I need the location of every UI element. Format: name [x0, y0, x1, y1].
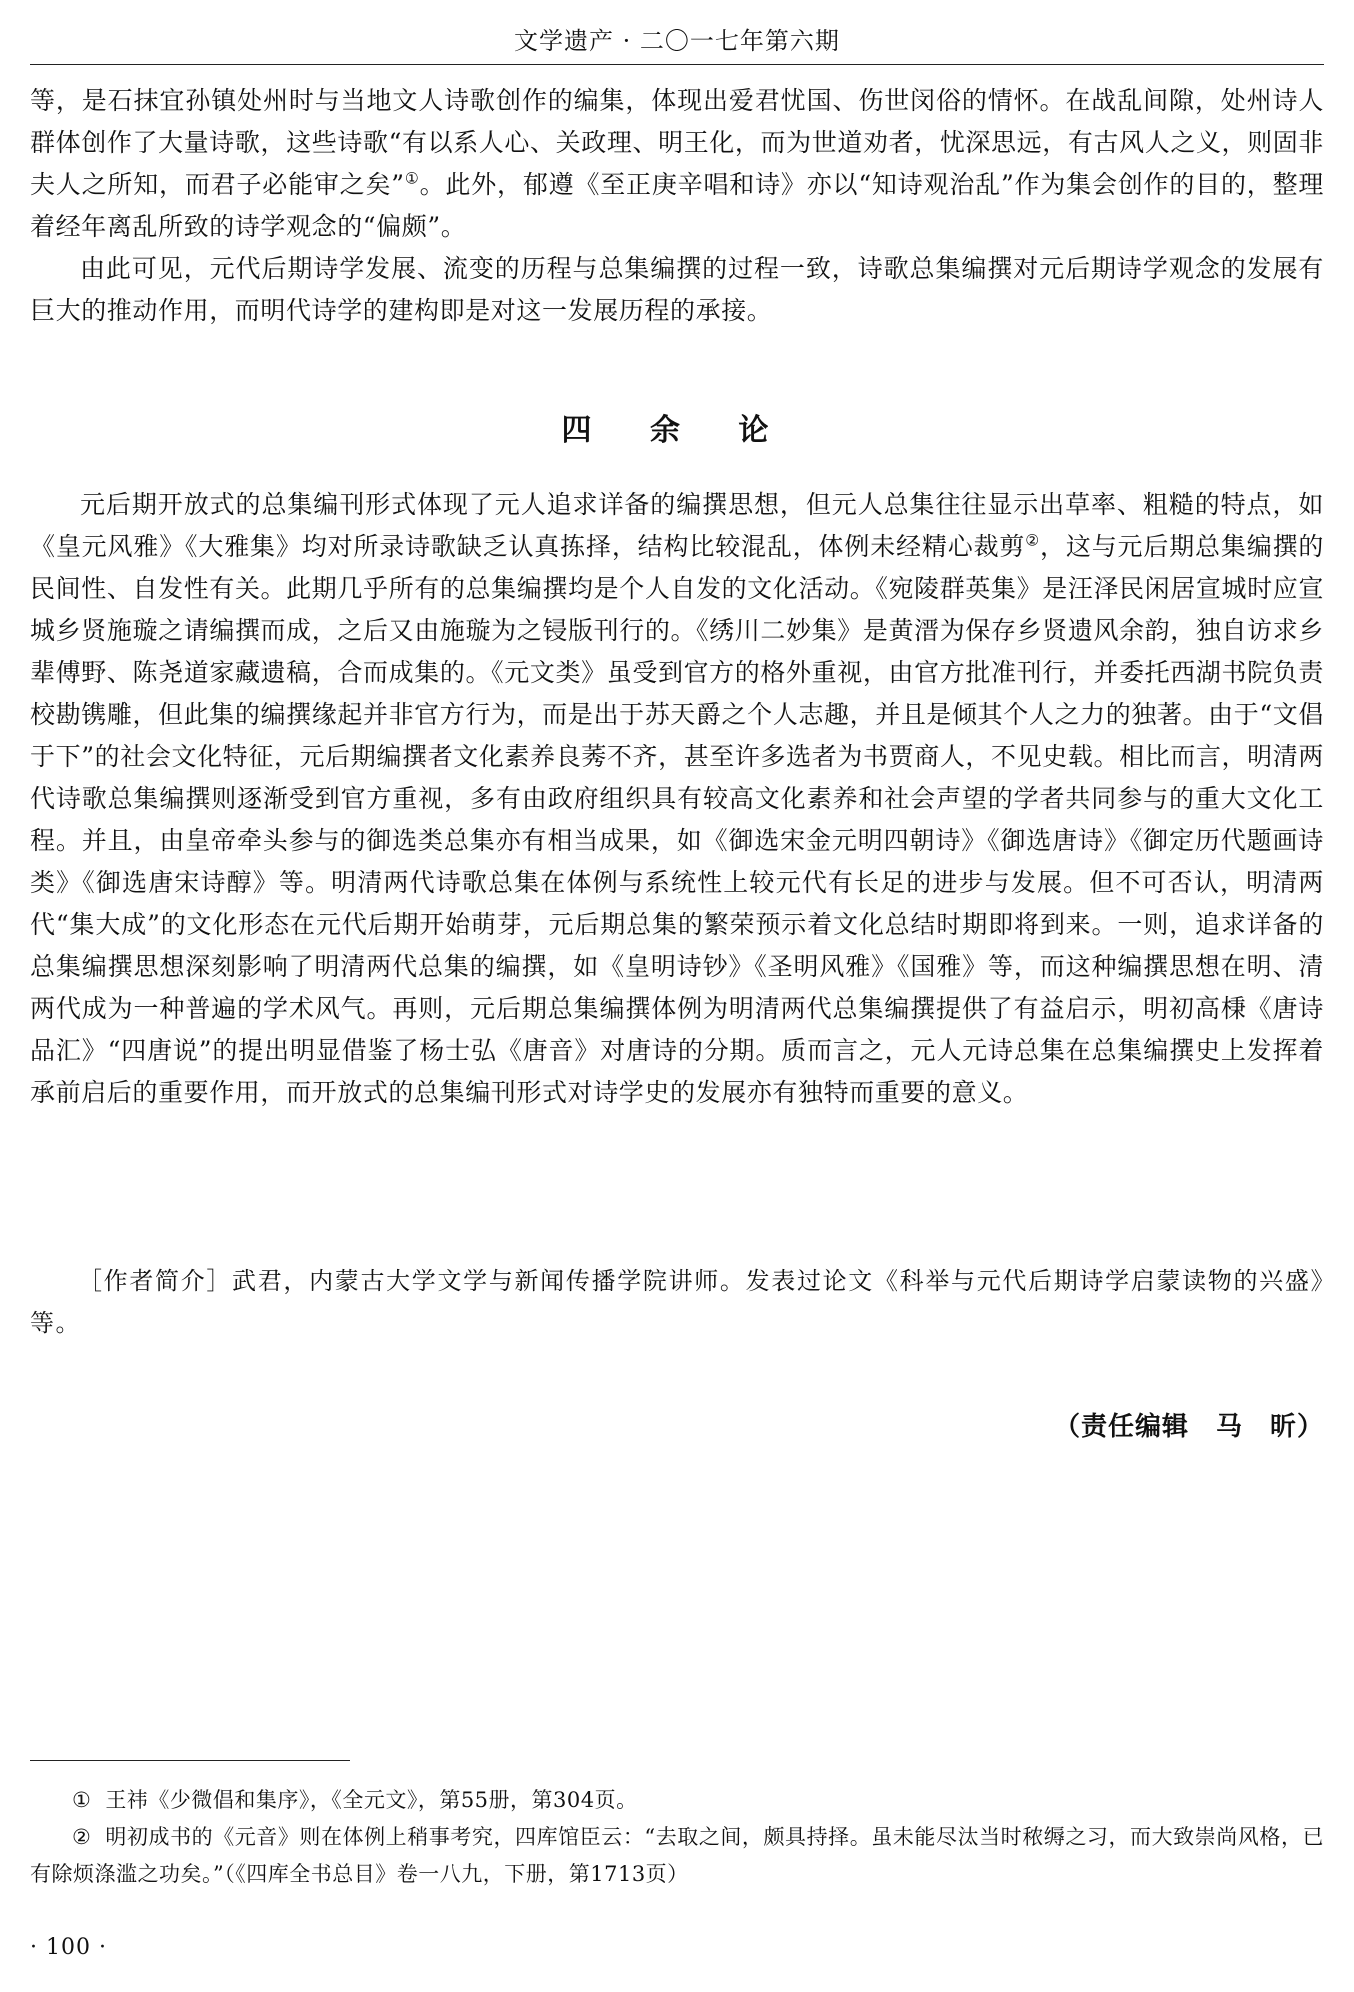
- section-heading: 四 余 论: [561, 413, 793, 448]
- intro-paragraphs: [30, 80, 1324, 332]
- section-paragraph-1-text-after: ，这与元后期总集编撰的民间性、自发性有关。此期几乎所有的总集编撰均是个人自发的文化活动。《宛陵群英集》是汪泽民闲居宣城时应宣城乡贤施璇之请编撰而成，之后又由施璇为之锓版刊行的。《绣川二妙集》是黄溍为保存乡贤遗风余韵，独自访求乡辈傅野、陈尧道家藏遗稿，合而成集的。《元文类》虽受到官方的格外重视，由官方批准刊行，并委托西湖书院负责校勘镌雕，但此集的编撰缘起并非官方行为，而是出于苏天爵之个人志趣，并且是倾其个人之力的独著。由于“文倡于下”的社会文化特征，元后期编撰者文化素养良莠不齐，甚至许多选者为书贾商人，不见史载。相比而言，明清两代诗歌总集编撰则逐渐受到官方重视，多有由政府组织具有较高文化素养和社会声望的学者共同参与的重大文化工程。并且，由皇帝牵头参与的御选类总集亦有相当成果，如《御选宋金元明四朝诗》《御选唐诗》《御定历代题画诗类》《御选唐宋诗醇》等。明清两代诗歌总集在体例与系统性上较元代有长足的进步与发展。但不可否认，明清两代“集大成”的文化形态在元代后期开始萌芽，元后期总集的繁荣预示着文化总结时期即将到来。一则，追求详备的总集编撰思想深刻影响了明清两代总集的编撰，如《皇明诗钞》《圣明风雅》《国雅》等，而这种编撰思想在明、清两代成为一种普遍的学术风气。再则，元后期总集编撰体例为明清两代总集编撰提供了有益启示，明初高棅《唐诗品汇》“四唐说”的提出明显借鉴了杨士弘《唐音》对唐诗的分期。质而言之，元人元诗总集在总集编撰史上发挥着承前启后的重要作用，而开放式的总集编刊形式对诗学史的发展亦有独特而重要的意义。: [30, 532, 1325, 1107]
- running-title: 文学遗产 · 二〇一七年第六期: [514, 27, 840, 55]
- section-paragraph-1: [30, 484, 1324, 1114]
- intro-paragraph-1: [30, 80, 1324, 248]
- footnote-ref-2[interactable]: ②: [1025, 531, 1041, 550]
- footnote-1: [30, 1782, 1324, 1819]
- running-header: [30, 18, 1324, 65]
- responsible-editor: （责任编辑 马 昕）: [1053, 1412, 1324, 1442]
- section-body: [30, 484, 1324, 1114]
- intro-paragraph-1-text-after: 。此外，郁遵《至正庚辛唱和诗》亦以“知诗观治乱”作为集会创作的目的，整理着经年离乱所致的诗学观念的“偏颇”。: [30, 170, 1325, 241]
- footnote-mark: ②: [72, 1825, 92, 1849]
- footnote-text: 王祎《少微倡和集序》，《全元文》，第55册，第304页。: [105, 1788, 638, 1812]
- footnote-2: [30, 1819, 1324, 1893]
- intro-paragraph-2: 由此可见，元代后期诗学发展、流变的历程与总集编撰的过程一致，诗歌总集编撰对元后期诗学观念的发展有巨大的推动作用，而明代诗学的建构即是对这一发展历程的承接。: [30, 254, 1324, 325]
- intro-paragraph-1-text: 等，是石抹宜孙镇处州时与当地文人诗歌创作的编集，体现出爱君忧国、伤世闵俗的情怀。在战乱间隙，处州诗人群体创作了大量诗歌，这些诗歌“有以系人心、关政理、明王化，而为世道劝者，忧深思远，有古风人之义，则固非夫人之所知，而君子必能审之矣”: [30, 86, 1324, 199]
- section-paragraph-1-text: 元后期开放式的总集编刊形式体现了元人追求详备的编撰思想，但元人总集往往显示出草率、粗糙的特点，如《皇元风雅》《大雅集》均对所录诗歌缺乏认真拣择，结构比较混乱，体例未经精心裁剪: [30, 490, 1324, 561]
- footnote-ref-1[interactable]: ①: [404, 169, 420, 188]
- footnote-divider: [30, 1760, 350, 1761]
- footnotes: [30, 1782, 1324, 1893]
- footnote-mark: ①: [72, 1788, 92, 1812]
- page-number: · 100 ·: [30, 1935, 107, 1960]
- author-bio: ［作者简介］武君，内蒙古大学文学与新闻传播学院讲师。发表过论文《科举与元代后期诗学启蒙读物的兴盛》等。: [30, 1267, 1324, 1337]
- footnote-text: 明初成书的《元音》则在体例上稍事考究，四库馆臣云：“去取之间，颇具持择。虽未能尽汰当时秾缛之习，而大致崇尚风格，已有除烦涤滥之功矣。”（《四库全书总目》卷一八九，下册，第1713页）: [30, 1825, 1324, 1886]
